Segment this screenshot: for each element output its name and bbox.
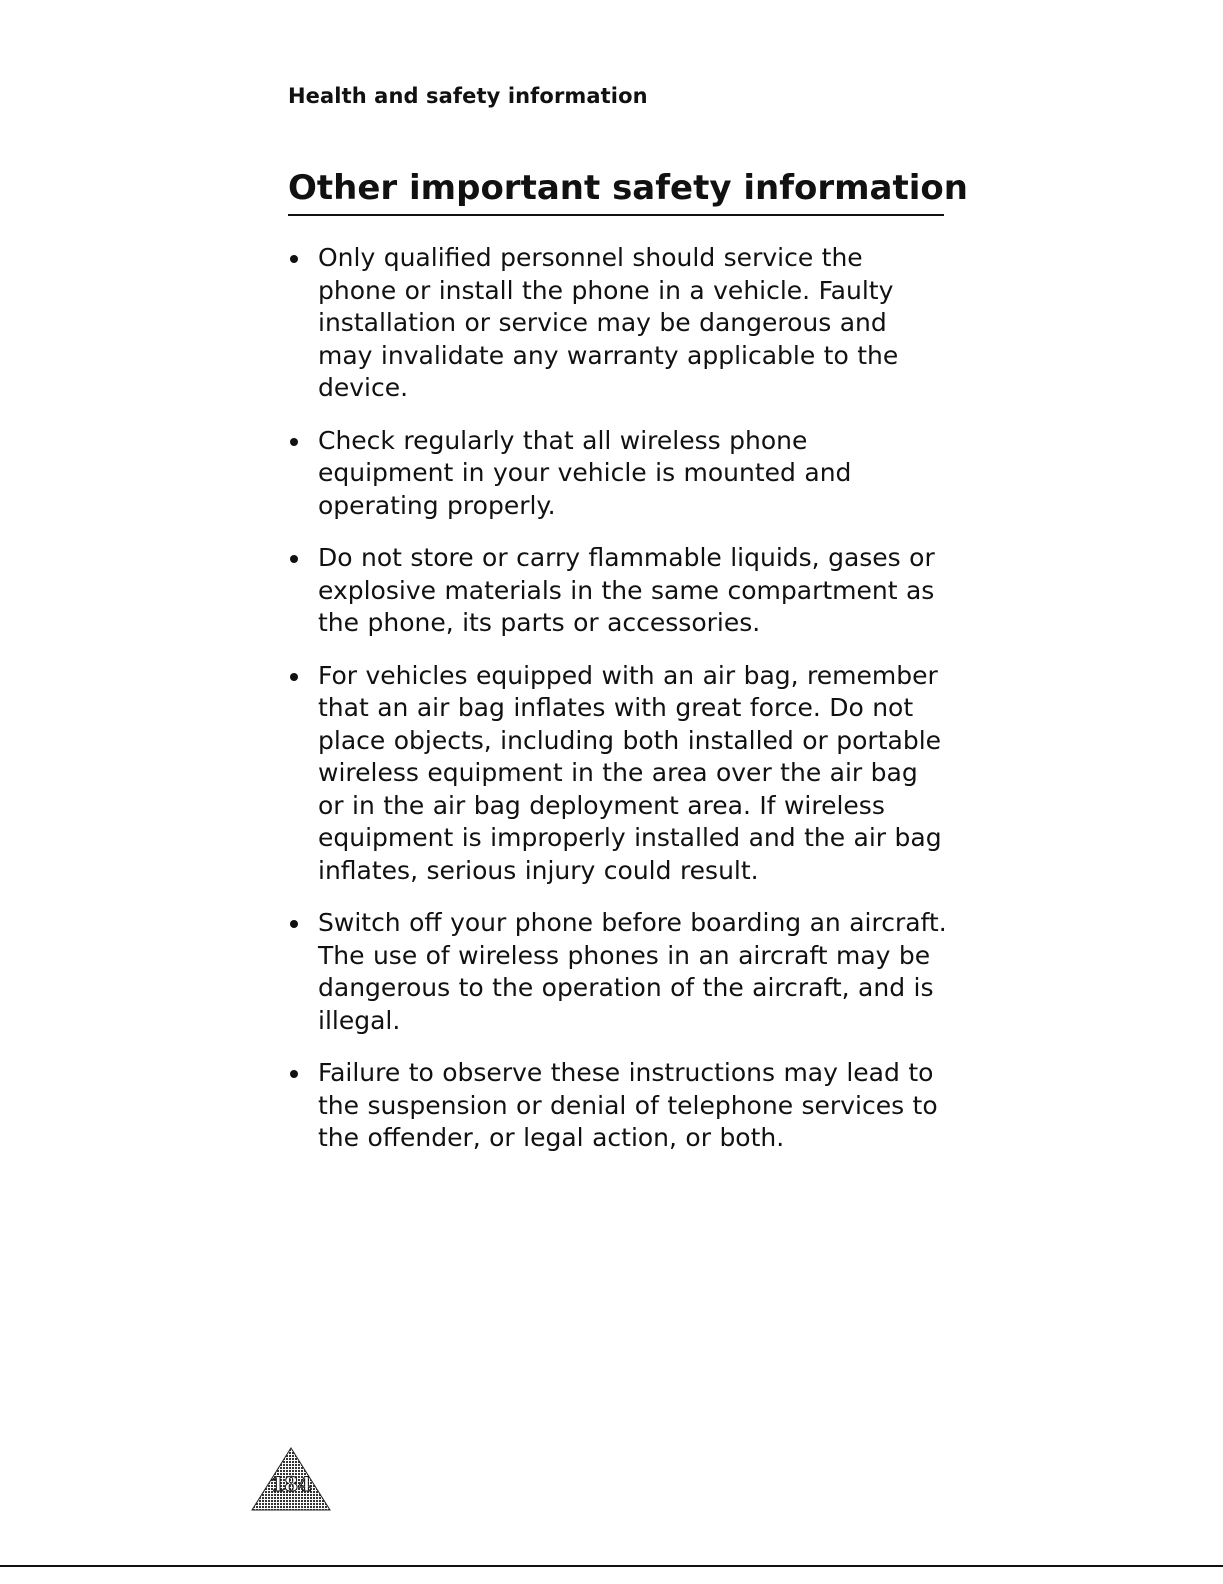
bullet-icon — [290, 555, 298, 563]
page-bottom-rule — [0, 1565, 1223, 1567]
running-header: Health and safety information — [288, 84, 648, 108]
page-number: 184 — [270, 1472, 312, 1496]
list-item — [288, 1057, 948, 1155]
list-item — [288, 242, 948, 405]
section-title: Other important safety information — [288, 168, 968, 208]
bullet-text: Do not store or carry flammable liquids, gases or explosive materials in the same compartment as the phone, its parts or accessories. — [318, 543, 935, 637]
list-item — [288, 907, 948, 1037]
list-item — [288, 425, 948, 523]
list-item — [288, 542, 948, 640]
bullet-icon — [290, 920, 298, 928]
bullet-icon — [290, 255, 298, 263]
bullet-text: Failure to observe these instructions may lead to the suspension or denial of telephone services to the offender, or legal action, or both. — [318, 1058, 938, 1152]
title-underline — [288, 214, 944, 216]
safety-bullet-list — [288, 242, 948, 1175]
bullet-text: Switch off your phone before boarding an aircraft. The use of wireless phones in an aircraft may be dangerous to the operation of the aircraft, and is illegal. — [318, 908, 947, 1035]
bullet-text: For vehicles equipped with an air bag, remember that an air bag inflates with great force. Do not place objects, including both installed or portable wireless equipment in the area over the air bag or in the air bag deployment area. If wireless equipment is improperly installed and the air bag inflates, serious injury could result. — [318, 660, 942, 885]
bullet-icon — [290, 673, 298, 681]
page-number-badge — [250, 1446, 332, 1512]
bullet-icon — [290, 438, 298, 446]
bullet-text: Only qualified personnel should service the phone or install the phone in a vehicle. Faulty installation or service may be dangerous and may invalidate any warranty applicable to the device. — [318, 243, 899, 402]
bullet-icon — [290, 1070, 298, 1078]
bullet-text: Check regularly that all wireless phone equipment in your vehicle is mounted and operating properly. — [318, 425, 852, 520]
list-item — [288, 660, 948, 888]
